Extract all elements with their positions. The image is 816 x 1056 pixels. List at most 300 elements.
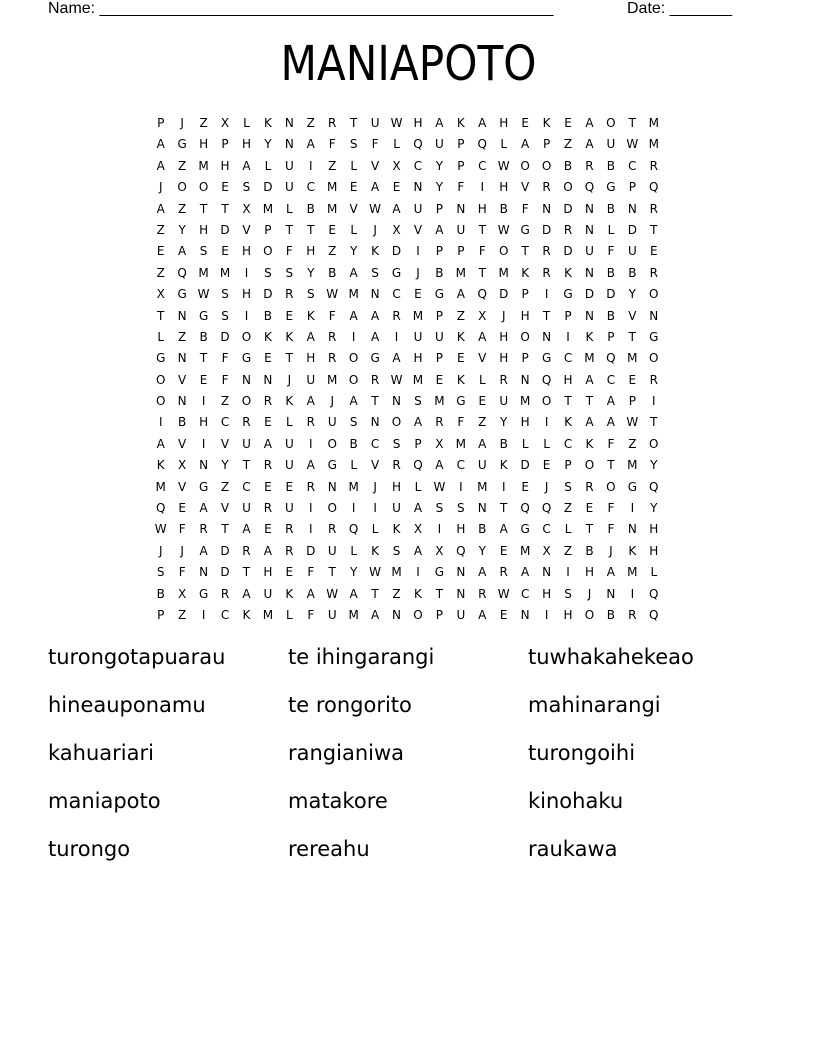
grid-letter: N <box>199 565 209 580</box>
grid-letter: P <box>435 351 444 366</box>
grid-letter: Z <box>156 222 165 237</box>
grid-letter: X <box>413 522 423 537</box>
grid-letter: R <box>585 479 594 494</box>
grid-letter: E <box>156 244 165 259</box>
grid-letter: F <box>457 415 465 430</box>
grid-letter: N <box>606 586 616 601</box>
grid-letter: D <box>584 287 595 302</box>
grid-letter: H <box>499 116 509 130</box>
grid-letter: H <box>241 137 251 152</box>
grid-row <box>150 262 665 283</box>
grid-letter: L <box>607 222 615 237</box>
grid-letter: X <box>156 287 165 302</box>
grid-letter: A <box>606 394 616 409</box>
grid-letter: K <box>263 329 272 344</box>
grid-letter: R <box>328 351 337 366</box>
grid-letter: A <box>606 415 616 430</box>
grid-letter: E <box>435 372 444 387</box>
grid-letter: U <box>413 201 423 216</box>
grid-letter: V <box>242 222 251 237</box>
grid-letter: E <box>178 501 186 516</box>
grid-letter: U <box>284 501 294 516</box>
grid-letter: D <box>627 222 637 237</box>
word-list-item: kinohaku <box>528 789 624 813</box>
grid-letter: V <box>178 436 187 451</box>
grid-row <box>150 604 665 625</box>
grid-letter: L <box>350 158 357 173</box>
grid-letter: F <box>285 244 293 259</box>
grid-letter: U <box>284 458 294 473</box>
grid-letter: O <box>606 479 616 494</box>
grid-letter: F <box>607 436 615 451</box>
grid-letter: L <box>286 201 293 216</box>
grid-letter: E <box>414 287 422 302</box>
grid-letter: V <box>521 180 530 195</box>
grid-letter: R <box>478 586 487 601</box>
grid-letter: U <box>392 501 401 516</box>
grid-letter: A <box>370 329 380 344</box>
grid-letter: M <box>391 565 402 580</box>
grid-letter: U <box>499 394 509 409</box>
grid-letter: K <box>628 543 637 558</box>
grid-letter: C <box>606 372 616 387</box>
grid-letter: P <box>628 394 636 409</box>
grid-letter: N <box>177 351 187 366</box>
grid-letter: E <box>285 565 294 580</box>
grid-letter: R <box>392 458 401 473</box>
grid-letter: C <box>242 479 251 494</box>
grid-letter: Z <box>220 479 230 494</box>
grid-letter: P <box>435 201 444 216</box>
grid-letter: I <box>416 565 420 580</box>
grid-letter: P <box>457 158 465 173</box>
grid-letter: G <box>520 522 530 537</box>
grid-letter: X <box>392 158 401 173</box>
grid-letter: B <box>349 436 358 451</box>
grid-letter: G <box>434 565 445 580</box>
grid-letter: A <box>413 415 423 430</box>
grid-letter: M <box>627 458 638 473</box>
grid-row <box>150 219 665 240</box>
grid-letter: A <box>242 586 251 601</box>
grid-letter: H <box>199 415 209 430</box>
grid-letter: H <box>263 565 273 580</box>
grid-letter: R <box>306 479 315 494</box>
grid-letter: I <box>351 501 356 516</box>
grid-letter: O <box>606 116 616 130</box>
grid-letter: D <box>263 287 273 302</box>
word-list-item: te ihingarangi <box>288 645 435 669</box>
grid-letter: J <box>609 543 613 558</box>
grid-letter: E <box>542 458 551 473</box>
grid-letter: V <box>370 458 380 473</box>
grid-letter: P <box>521 351 529 366</box>
grid-letter: Y <box>221 458 229 473</box>
grid-letter: S <box>414 394 422 409</box>
grid-letter: T <box>371 586 379 601</box>
grid-row <box>150 454 665 475</box>
grid-letter: X <box>478 308 487 323</box>
grid-letter: K <box>156 458 165 473</box>
grid-letter: J <box>180 543 184 558</box>
grid-letter: L <box>350 222 357 237</box>
grid-letter: G <box>434 287 445 302</box>
grid-letter: A <box>370 607 380 622</box>
grid-letter: W <box>369 565 382 580</box>
grid-letter: U <box>477 458 487 473</box>
grid-letter: T <box>585 394 594 409</box>
grid-letter: C <box>413 158 423 173</box>
page-title-text: MANIAPOTO <box>279 36 537 92</box>
grid-letter: I <box>544 287 549 302</box>
grid-letter: G <box>177 287 187 302</box>
grid-letter: P <box>157 116 165 130</box>
grid-letter: O <box>541 158 552 173</box>
grid-letter: Z <box>199 116 208 130</box>
grid-letter: N <box>370 415 380 430</box>
grid-letter: I <box>416 244 420 259</box>
grid-letter: J <box>544 479 549 494</box>
grid-letter: A <box>156 436 165 451</box>
grid-letter: N <box>370 287 380 302</box>
grid-letter: U <box>456 222 466 237</box>
grid-letter: D <box>541 222 552 237</box>
grid-letter: L <box>500 137 508 152</box>
grid-letter: H <box>456 522 466 537</box>
grid-letter: A <box>478 565 487 580</box>
grid-letter: O <box>327 501 337 516</box>
grid-letter: A <box>156 137 165 152</box>
word-list-row <box>48 832 768 880</box>
grid-letter: M <box>348 607 359 622</box>
grid-letter: T <box>564 394 572 409</box>
grid-letter: W <box>326 586 339 601</box>
name-field-label: Name: ___________________________________________________ <box>48 0 554 17</box>
grid-letter: Y <box>307 265 315 280</box>
grid-letter: D <box>220 543 230 558</box>
grid-letter: D <box>499 287 509 302</box>
grid-letter: W <box>497 158 510 173</box>
grid-letter: A <box>306 137 315 152</box>
grid-letter: R <box>392 308 401 323</box>
word-list-row <box>48 736 768 784</box>
grid-letter: E <box>285 479 294 494</box>
grid-letter: B <box>178 415 187 430</box>
grid-letter: A <box>478 607 487 622</box>
grid-letter: Y <box>650 501 658 516</box>
word-list-item: kahuariari <box>48 741 154 765</box>
grid-row <box>150 283 665 304</box>
grid-letter: B <box>306 201 315 216</box>
grid-letter: Z <box>178 329 187 344</box>
page-title <box>0 36 816 92</box>
grid-letter: P <box>457 244 465 259</box>
grid-letter: H <box>306 351 316 366</box>
grid-letter: V <box>628 308 637 323</box>
grid-letter: T <box>221 201 229 216</box>
grid-letter: Z <box>456 308 465 323</box>
grid-letter: P <box>414 436 422 451</box>
word-list-item: te rongorito <box>288 693 412 717</box>
grid-letter: V <box>413 222 423 237</box>
grid-letter: R <box>328 522 337 537</box>
grid-letter: E <box>628 372 637 387</box>
grid-letter: L <box>286 607 293 622</box>
grid-letter: M <box>327 180 338 195</box>
grid-letter: G <box>198 586 209 601</box>
grid-letter: R <box>585 158 594 173</box>
grid-letter: E <box>478 394 487 409</box>
grid-letter: N <box>241 372 251 387</box>
grid-letter: G <box>541 351 552 366</box>
grid-letter: F <box>607 244 615 259</box>
grid-letter: W <box>626 415 639 430</box>
grid-letter: H <box>649 522 659 537</box>
grid-letter: J <box>158 180 163 195</box>
grid-letter: S <box>564 586 572 601</box>
grid-letter: R <box>542 265 551 280</box>
grid-letter: L <box>286 415 293 430</box>
grid-letter: N <box>584 308 594 323</box>
grid-letter: R <box>563 222 573 237</box>
grid-letter: C <box>306 180 315 195</box>
grid-letter: U <box>284 436 294 451</box>
grid-letter: A <box>349 308 358 323</box>
grid-letter: A <box>456 287 465 302</box>
grid-letter: B <box>606 607 616 622</box>
grid-letter: C <box>542 522 551 537</box>
grid-letter: O <box>177 180 187 195</box>
grid-letter: Y <box>349 565 358 580</box>
grid-letter: U <box>284 180 294 195</box>
grid-letter: N <box>627 522 637 537</box>
grid-letter: A <box>413 501 423 516</box>
grid-letter: F <box>221 372 229 387</box>
grid-letter: F <box>371 137 379 152</box>
grid-letter: D <box>520 458 530 473</box>
grid-letter: Y <box>500 415 508 430</box>
grid-letter: U <box>306 372 316 387</box>
grid-letter: I <box>244 308 249 323</box>
grid-letter: O <box>155 394 166 409</box>
grid-letter: C <box>456 458 466 473</box>
grid-letter: B <box>628 265 637 280</box>
grid-letter: I <box>544 607 549 622</box>
grid-letter: F <box>457 180 465 195</box>
grid-letter: Z <box>306 116 315 130</box>
grid-letter: L <box>350 543 357 558</box>
grid-letter: I <box>394 329 399 344</box>
grid-letter: Q <box>649 586 659 601</box>
grid-letter: E <box>392 180 401 195</box>
grid-letter: C <box>478 158 487 173</box>
grid-letter: H <box>520 415 530 430</box>
grid-letter: P <box>542 137 551 152</box>
word-list-item: mahinarangi <box>528 693 661 717</box>
grid-letter: Q <box>413 458 423 473</box>
grid-letter: F <box>178 565 186 580</box>
grid-letter: H <box>563 607 573 622</box>
grid-letter: Q <box>649 180 659 195</box>
grid-letter: R <box>285 522 294 537</box>
grid-letter: H <box>649 543 659 558</box>
grid-letter: G <box>156 351 166 366</box>
word-list-item: rereahu <box>288 837 370 861</box>
grid-letter: R <box>263 394 273 409</box>
grid-letter: T <box>521 244 529 259</box>
grid-letter: M <box>348 287 359 302</box>
grid-letter: G <box>198 479 209 494</box>
grid-letter: F <box>478 244 486 259</box>
grid-letter: N <box>199 458 209 473</box>
grid-letter: R <box>199 522 208 537</box>
grid-letter: B <box>563 158 573 173</box>
grid-letter: A <box>413 543 423 558</box>
grid-letter: T <box>435 586 444 601</box>
grid-letter: N <box>542 565 552 580</box>
grid-letter: N <box>327 479 337 494</box>
grid-letter: L <box>543 436 550 451</box>
grid-letter: J <box>587 586 592 601</box>
grid-letter: C <box>220 415 230 430</box>
grid-letter: A <box>156 158 165 173</box>
grid-letter: Q <box>477 287 487 302</box>
grid-letter: G <box>520 222 530 237</box>
grid-letter: A <box>199 501 208 516</box>
grid-letter: T <box>307 222 315 237</box>
word-list <box>48 640 768 880</box>
grid-letter: S <box>371 265 379 280</box>
grid-letter: I <box>309 522 313 537</box>
grid-letter: L <box>350 458 357 473</box>
grid-letter: I <box>630 586 635 601</box>
grid-letter: M <box>477 479 488 494</box>
grid-letter: K <box>499 458 508 473</box>
grid-letter: Z <box>563 543 573 558</box>
grid-letter: C <box>563 351 573 366</box>
grid-letter: C <box>220 607 230 622</box>
grid-letter: A <box>499 522 508 537</box>
grid-letter: U <box>242 436 251 451</box>
grid-letter: P <box>435 244 444 259</box>
grid-letter: D <box>391 244 402 259</box>
grid-letter: F <box>328 137 336 152</box>
grid-letter: Z <box>563 501 573 516</box>
grid-letter: E <box>499 543 508 558</box>
grid-row <box>150 497 665 518</box>
grid-letter: K <box>456 116 465 130</box>
grid-letter: U <box>242 501 251 516</box>
grid-letter: H <box>199 137 209 152</box>
grid-letter: Z <box>328 158 337 173</box>
grid-letter: H <box>499 351 509 366</box>
grid-letter: X <box>392 222 401 237</box>
grid-letter: K <box>371 244 380 259</box>
grid-letter: U <box>456 607 466 622</box>
grid-letter: R <box>263 501 273 516</box>
grid-letter: A <box>392 351 401 366</box>
grid-row <box>150 433 665 454</box>
grid-letter: Y <box>435 158 444 173</box>
grid-letter: H <box>499 180 509 195</box>
grid-letter: J <box>158 543 163 558</box>
grid-letter: X <box>220 116 230 130</box>
grid-letter: I <box>566 565 570 580</box>
grid-letter: Q <box>348 522 359 537</box>
grid-letter: C <box>563 436 573 451</box>
grid-letter: M <box>498 265 509 280</box>
grid-letter: R <box>242 415 251 430</box>
grid-letter: A <box>521 137 530 152</box>
grid-letter: D <box>563 244 573 259</box>
grid-letter: O <box>263 244 273 259</box>
grid-letter: Q <box>649 479 659 494</box>
grid-letter: M <box>155 479 166 494</box>
grid-letter: U <box>327 543 337 558</box>
grid-letter: V <box>178 372 187 387</box>
grid-letter: O <box>649 436 659 451</box>
word-list-item: hineauponamu <box>48 693 206 717</box>
grid-letter: N <box>627 201 637 216</box>
grid-letter: N <box>477 501 487 516</box>
grid-letter: B <box>606 265 616 280</box>
grid-letter: V <box>178 479 187 494</box>
grid-letter: F <box>328 308 336 323</box>
grid-letter: R <box>542 180 551 195</box>
grid-letter: A <box>606 565 616 580</box>
grid-letter: K <box>542 116 551 130</box>
grid-letter: R <box>306 415 315 430</box>
grid-letter: Y <box>264 137 272 152</box>
grid-letter: R <box>649 372 658 387</box>
grid-row <box>150 326 665 347</box>
grid-letter: U <box>606 137 616 152</box>
grid-letter: F <box>521 201 529 216</box>
grid-letter: C <box>628 158 637 173</box>
grid-letter: E <box>457 351 465 366</box>
grid-letter: K <box>285 394 294 409</box>
grid-letter: G <box>177 137 187 152</box>
grid-letter: M <box>219 265 231 280</box>
grid-letter: O <box>563 180 573 195</box>
grid-letter: F <box>178 522 186 537</box>
grid-letter: X <box>542 543 551 558</box>
grid-letter: B <box>328 265 337 280</box>
grid-letter: S <box>349 137 358 152</box>
grid-letter: T <box>478 265 486 280</box>
grid-letter: D <box>263 180 273 195</box>
grid-letter: G <box>327 458 337 473</box>
grid-letter: Q <box>584 180 595 195</box>
grid-letter: M <box>455 436 467 451</box>
grid-letter: N <box>456 201 466 216</box>
grid-letter: Q <box>413 137 423 152</box>
grid-letter: L <box>371 522 379 537</box>
grid-letter: Q <box>520 501 530 516</box>
grid-letter: U <box>263 586 273 601</box>
grid-letter: X <box>435 436 444 451</box>
grid-letter: E <box>264 522 272 537</box>
grid-letter: J <box>180 116 184 130</box>
grid-letter: M <box>348 479 359 494</box>
grid-letter: P <box>435 607 444 622</box>
grid-letter: W <box>626 137 639 152</box>
grid-letter: Y <box>349 244 358 259</box>
grid-letter: L <box>414 479 422 494</box>
grid-letter: H <box>584 565 594 580</box>
grid-letter: T <box>585 522 594 537</box>
grid-letter: N <box>456 586 466 601</box>
